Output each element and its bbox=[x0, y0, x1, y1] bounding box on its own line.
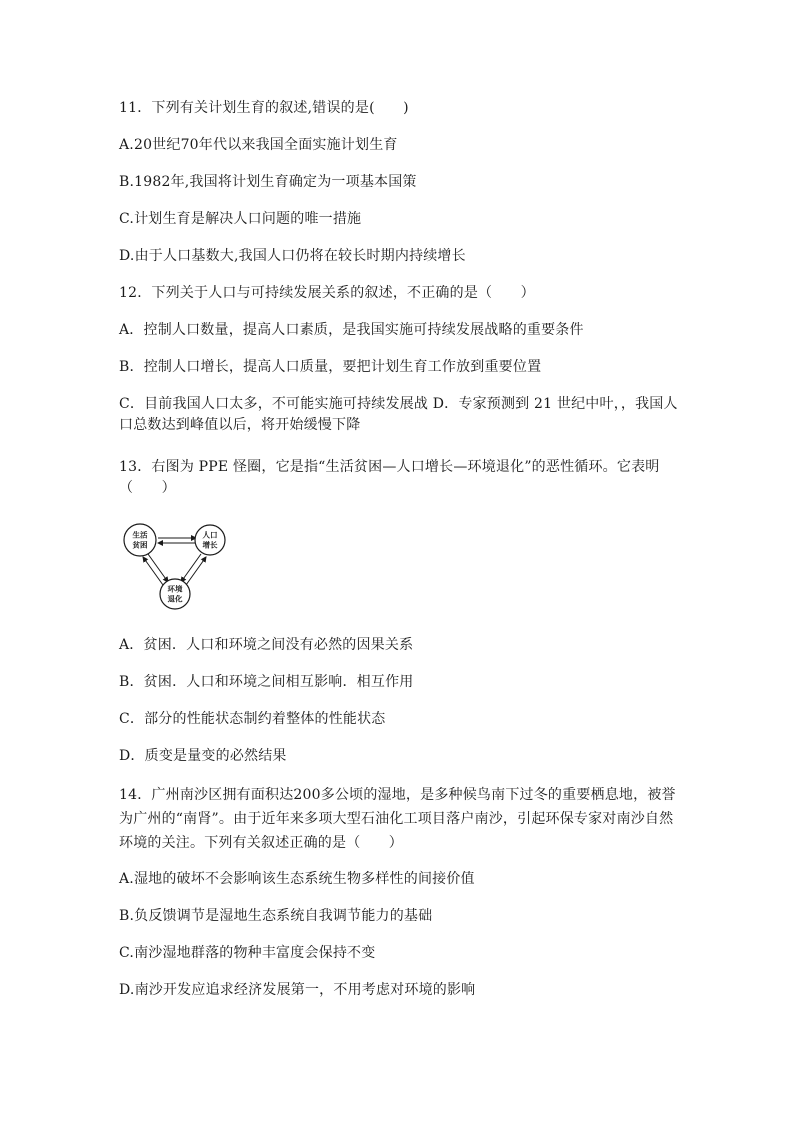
question-11-option-b: B.1982年,我国将计划生育确定为一项基本国策 bbox=[119, 174, 417, 190]
node-environment-line2: 退化 bbox=[167, 594, 183, 604]
node-population-line2: 增长 bbox=[202, 540, 218, 550]
question-12-option-a: A．控制人口数量，提高人口素质，是我国实施可持续发展战略的重要条件 bbox=[119, 322, 584, 338]
question-14-stem: 14．广州南沙区拥有面积达200多公顷的湿地，是多种候鸟南下过冬的重要栖息地，被誉为广州的“南肾”。由于近年来多项大型石油化工项目落户南沙，引起环保专家对南沙自然环境的关注。下列有关叙述正确的是（ ） bbox=[119, 787, 676, 851]
question-14-option-c: C.南沙湿地群落的物种丰富度会保持不变 bbox=[119, 945, 376, 961]
ppe-cycle-diagram bbox=[119, 522, 239, 614]
question-14-option-d: D.南沙开发应追求经济发展第一，不用考虑对环境的影响 bbox=[119, 982, 476, 998]
question-14-option-a: A.湿地的破坏不会影响该生态系统生物多样性的间接价值 bbox=[119, 871, 475, 887]
question-13-option-d: D．质变是量变的必然结果 bbox=[119, 748, 287, 764]
question-12-option-b: B．控制人口增长，提高人口质量，要把计划生育工作放到重要位置 bbox=[119, 359, 542, 375]
node-environment-line1: 环境 bbox=[167, 584, 183, 594]
question-13-option-c: C．部分的性能状态制约着整体的性能状态 bbox=[119, 711, 386, 727]
question-12-option-c-d: C．目前我国人口太多，不可能实施可持续发展战 D．专家预测到 21 世纪中叶，，我国人口总数达到峰值以后，将开始缓慢下降 bbox=[119, 396, 678, 433]
question-14-option-b: B.负反馈调节是湿地生态系统自我调节能力的基础 bbox=[119, 908, 433, 924]
question-13-option-b: B．贫困．人口和环境之间相互影响．相互作用 bbox=[119, 674, 414, 690]
node-population-line1: 人口 bbox=[202, 530, 218, 540]
question-11-option-a: A.20世纪70年代以来我国全面实施计划生育 bbox=[119, 137, 398, 153]
question-11-stem: 11．下列有关计划生育的叙述,错误的是( ) bbox=[119, 100, 409, 116]
question-12-stem: 12．下列关于人口与可持续发展关系的叙述，不正确的是（ ） bbox=[119, 285, 535, 301]
question-13-option-a: A．贫困．人口和环境之间没有必然的因果关系 bbox=[119, 637, 414, 653]
question-11-option-c: C.计划生育是解决人口问题的唯一措施 bbox=[119, 211, 362, 227]
node-poverty-line1: 生活 bbox=[132, 530, 148, 540]
question-13-stem: 13．右图为 PPE 怪圈，它是指“生活贫困—人口增长—环境退化”的恶性循环。它表明（ ） bbox=[119, 459, 660, 496]
node-poverty-line2: 贫困 bbox=[132, 540, 148, 550]
question-11-option-d: D.由于人口基数大,我国人口仍将在较长时期内持续增长 bbox=[119, 248, 466, 264]
